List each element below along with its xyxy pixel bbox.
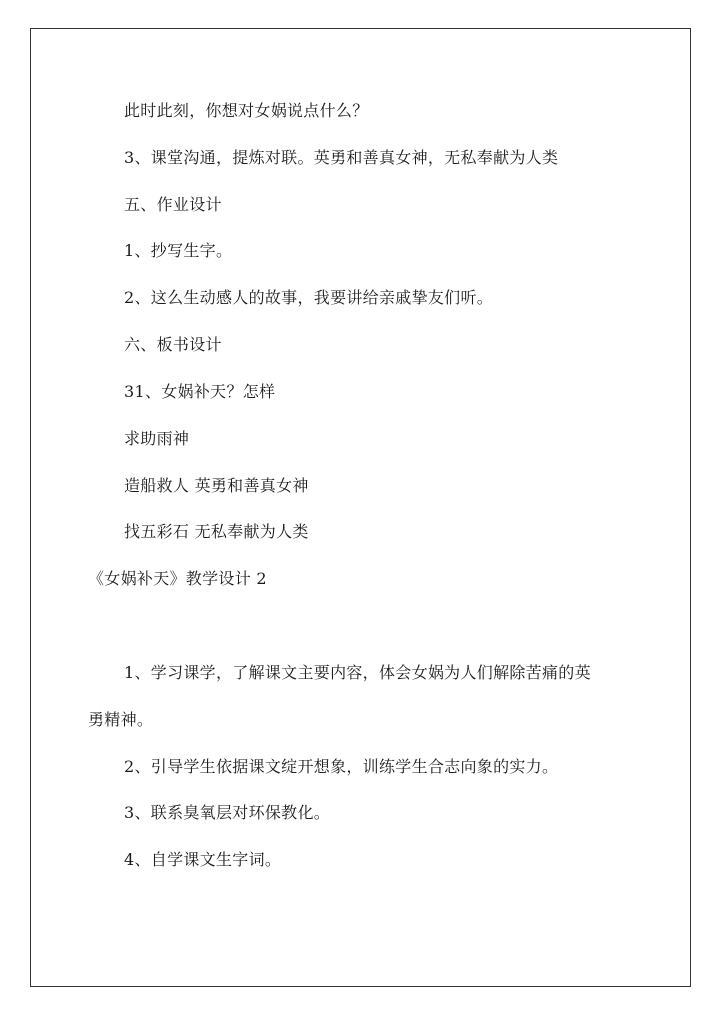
- list-item: 2、这么生动感人的故事，我要讲给亲戚挚友们听。: [124, 288, 494, 307]
- list-item-continuation: 勇精神。: [88, 710, 154, 729]
- page-border: [30, 28, 691, 987]
- text-line: 31、女娲补天？怎样: [124, 382, 276, 401]
- text-line: 此时此刻，你想对女娲说点什么？: [124, 101, 369, 120]
- list-item: 1、抄写生字。: [124, 241, 233, 260]
- section-heading: 六、板书设计: [124, 335, 222, 354]
- text-line: 造船救人 英勇和善真女神: [124, 476, 309, 495]
- section-heading: 五、作业设计: [124, 195, 222, 214]
- list-item: 3、联系臭氧层对环保教化。: [124, 803, 331, 822]
- text-line: 求助雨神: [124, 429, 190, 448]
- text-line: 找五彩石 无私奉献为人类: [124, 522, 309, 541]
- document-title: 《女娲补天》教学设计 2: [88, 569, 267, 588]
- list-item: 2、引导学生依据课文绽开想象，训练学生合志向象的实力。: [124, 757, 559, 776]
- text-line: 3、课堂沟通，提炼对联。英勇和善真女神，无私奉献为人类: [124, 148, 559, 167]
- list-item: 1、学习课学，了解课文主要内容，体会女娲为人们解除苦痛的英: [124, 663, 591, 682]
- list-item: 4、自学课文生字词。: [124, 850, 282, 869]
